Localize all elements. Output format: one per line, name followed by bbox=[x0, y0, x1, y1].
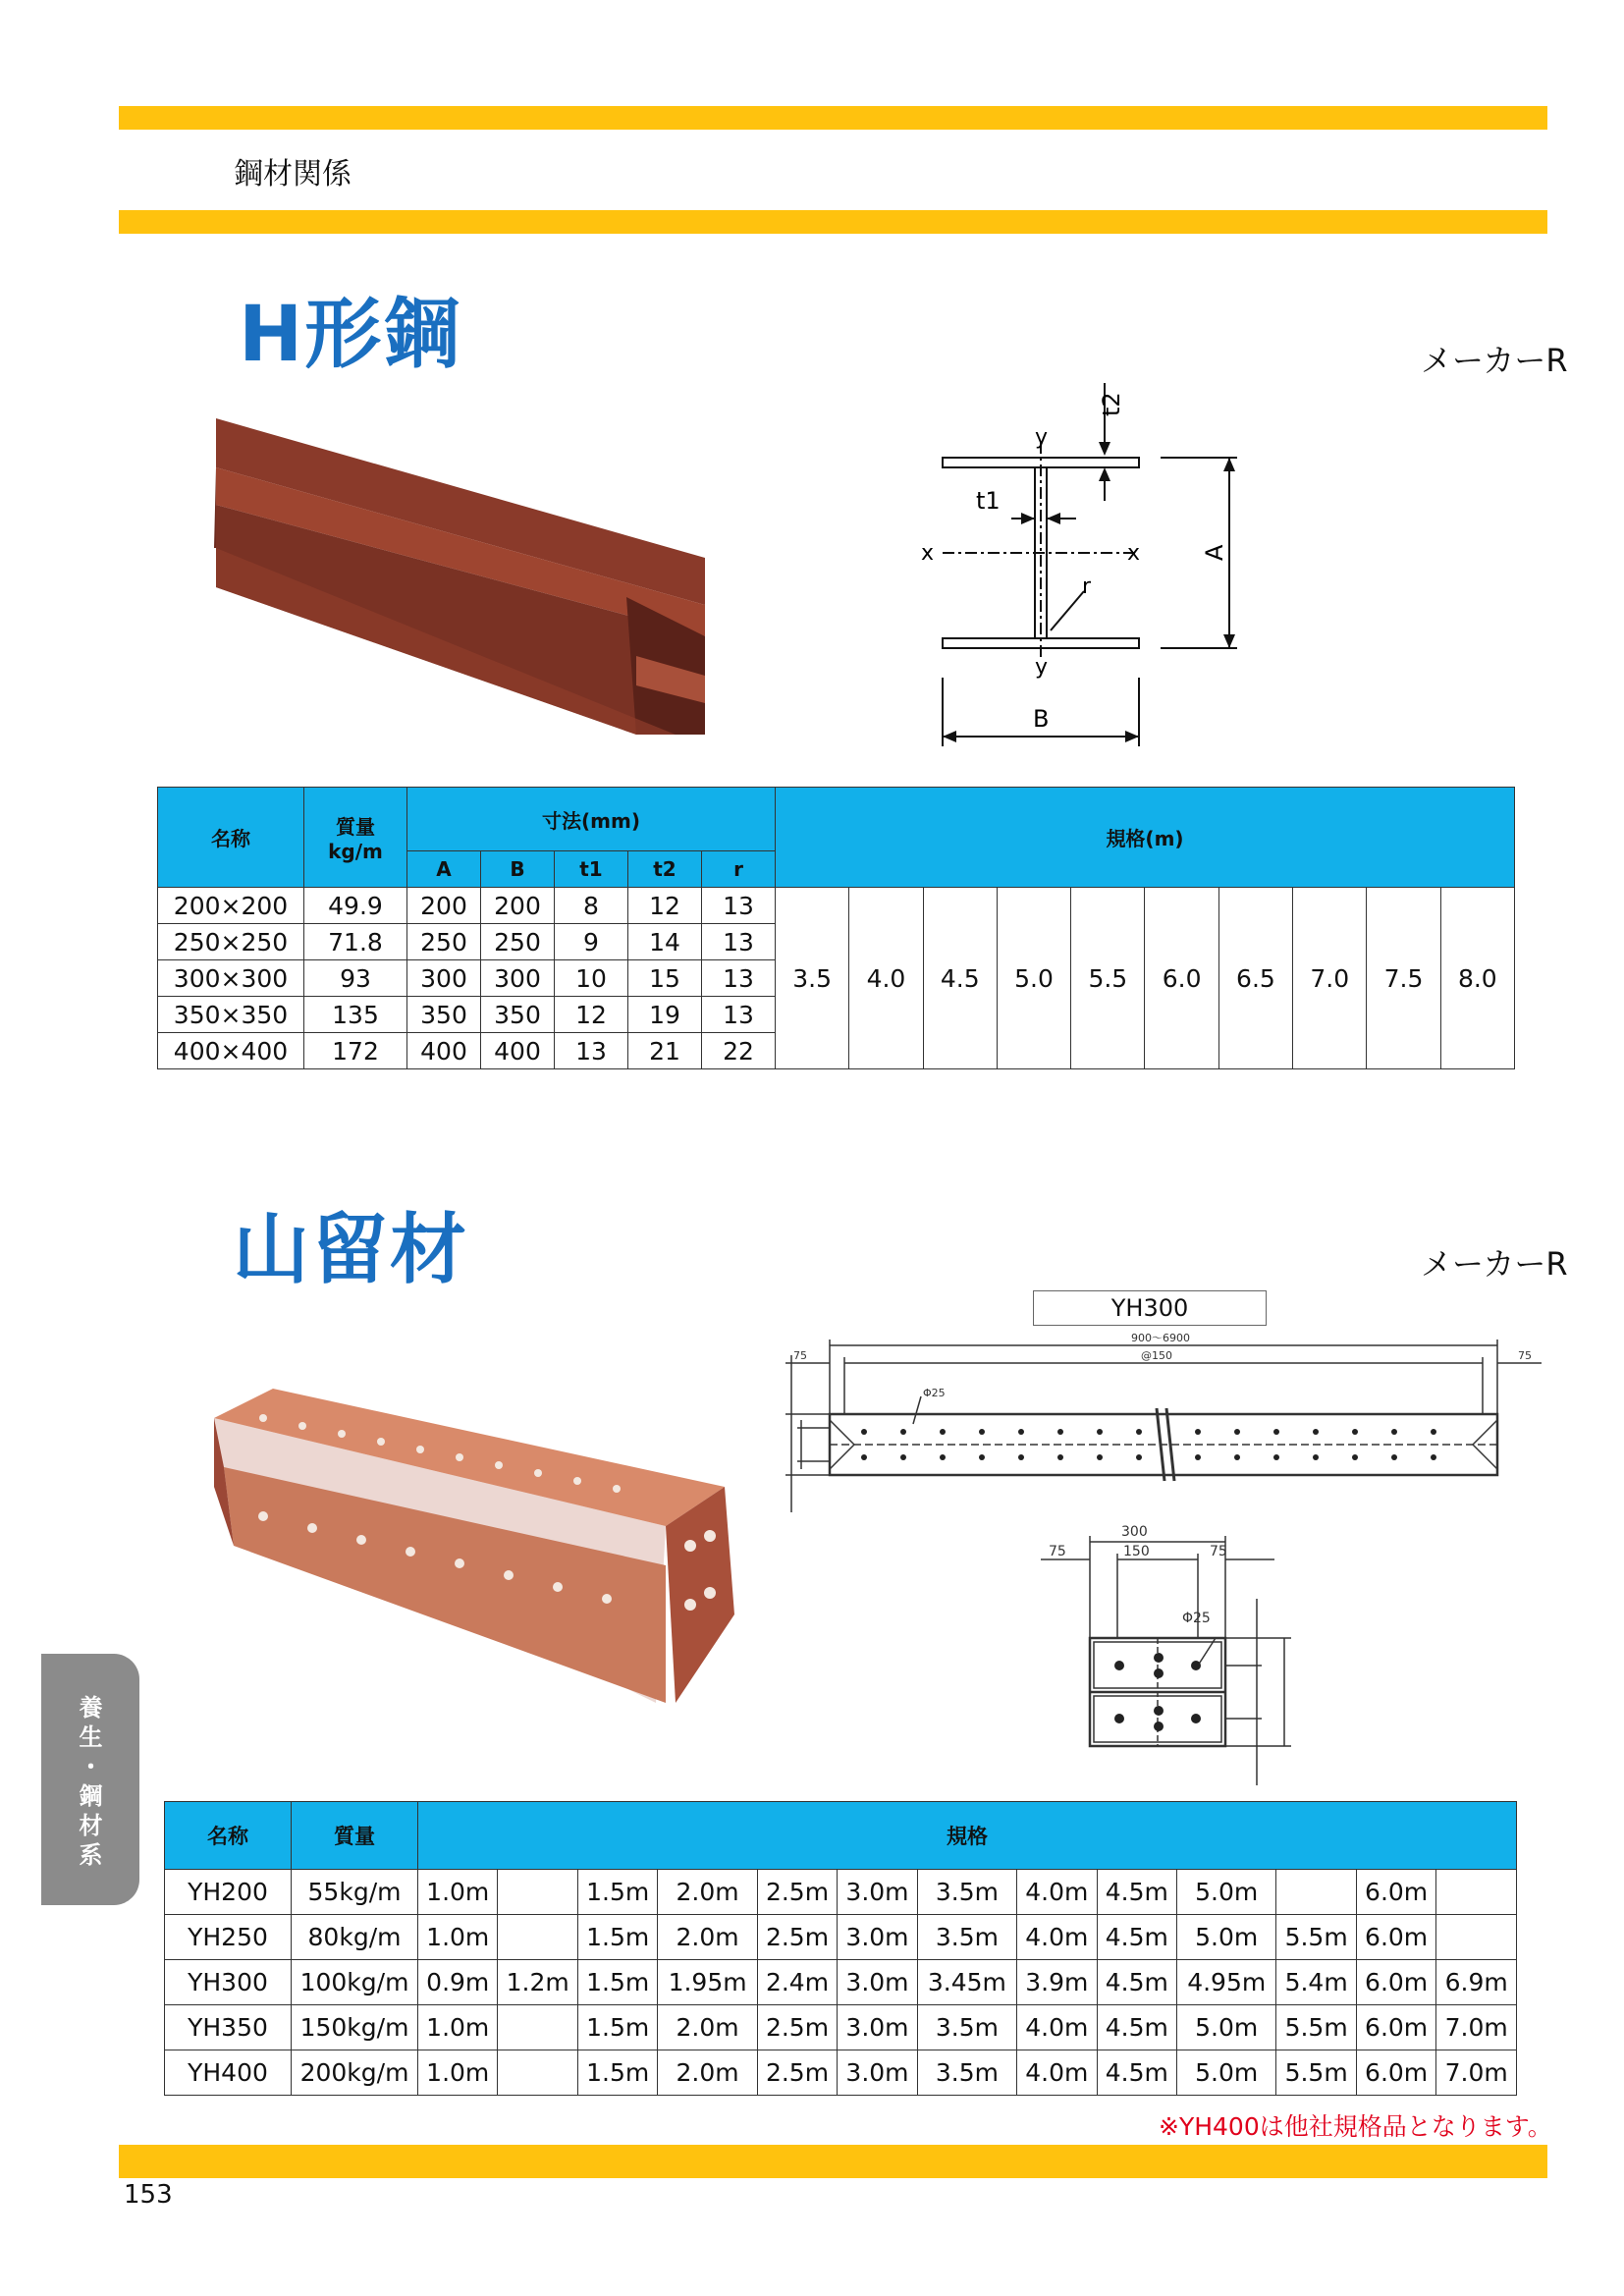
row-dim: 350 bbox=[407, 997, 481, 1033]
yh300-model-label: YH300 bbox=[1110, 1294, 1189, 1322]
length-cell: 6.0 bbox=[1145, 888, 1218, 1069]
spec-cell bbox=[498, 2050, 577, 2096]
spec-cell: 1.0m bbox=[418, 1870, 498, 1915]
diagram-label-b: B bbox=[1033, 705, 1050, 733]
spec-cell: 1.5m bbox=[577, 1915, 657, 1960]
spec-cell: 7.0m bbox=[1436, 2005, 1517, 2050]
spec-cell bbox=[1436, 1870, 1517, 1915]
diagram-label-x-left: x bbox=[921, 541, 935, 566]
row-dim: 400 bbox=[481, 1033, 555, 1069]
diagram-label-x-right: x bbox=[1127, 541, 1141, 566]
row-dim: 13 bbox=[702, 888, 776, 924]
length-cell: 7.0 bbox=[1293, 888, 1367, 1069]
row-dim: 13 bbox=[702, 960, 776, 997]
row-mass: 49.9 bbox=[304, 888, 407, 924]
spec-cell: 6.0m bbox=[1356, 2050, 1435, 2096]
row-dim: 250 bbox=[407, 924, 481, 960]
spec-cell: 2.5m bbox=[757, 1870, 837, 1915]
table-row bbox=[165, 1960, 1517, 2005]
col-mass-unit: kg/m bbox=[328, 840, 383, 863]
row-dim: 9 bbox=[555, 924, 628, 960]
spec-cell: 2.0m bbox=[658, 2005, 757, 2050]
spec-cell: 4.5m bbox=[1097, 2005, 1176, 2050]
yamadome-maker: メーカーR bbox=[1421, 1245, 1568, 1283]
row-mass: 80kg/m bbox=[292, 1915, 418, 1960]
side-tab bbox=[41, 1654, 139, 1905]
spec-cell: 5.0m bbox=[1177, 1915, 1276, 1960]
spec-cell: 1.5m bbox=[577, 2005, 657, 2050]
diagram-label-y-top: y bbox=[1035, 425, 1049, 450]
spec-cell: 3.0m bbox=[838, 1960, 917, 2005]
length-cell: 8.0 bbox=[1440, 888, 1514, 1069]
row-name: YH300 bbox=[165, 1960, 292, 2005]
table-row bbox=[165, 2005, 1517, 2050]
dim-col-t2: t2 bbox=[628, 851, 702, 888]
row-mass: 100kg/m bbox=[292, 1960, 418, 2005]
spec-cell: 3.0m bbox=[838, 2005, 917, 2050]
row-mass: 93 bbox=[304, 960, 407, 997]
row-name: YH250 bbox=[165, 1915, 292, 1960]
hbeam-table bbox=[157, 787, 1515, 1069]
spec-cell: 6.0m bbox=[1356, 1915, 1435, 1960]
spec-cell: 2.5m bbox=[757, 2005, 837, 2050]
spec-cell: 3.0m bbox=[838, 1870, 917, 1915]
row-dim: 15 bbox=[628, 960, 702, 997]
spec-cell: 1.5m bbox=[577, 2050, 657, 2096]
spec-cell bbox=[498, 1915, 577, 1960]
row-dim: 12 bbox=[628, 888, 702, 924]
row-dim: 200 bbox=[407, 888, 481, 924]
row-name: YH350 bbox=[165, 2005, 292, 2050]
spec-cell: 3.0m bbox=[838, 2050, 917, 2096]
row-dim: 19 bbox=[628, 997, 702, 1033]
side-diagram-pitch: @150 bbox=[1141, 1349, 1172, 1362]
row-name: YH400 bbox=[165, 2050, 292, 2096]
col-spec-header: 規格(m) bbox=[776, 788, 1515, 888]
yh300-section-diagram bbox=[1021, 1520, 1316, 1785]
spec-cell: 2.4m bbox=[757, 1960, 837, 2005]
spec-cell: 6.0m bbox=[1356, 1870, 1435, 1915]
length-cell: 6.5 bbox=[1218, 888, 1292, 1069]
row-dim: 13 bbox=[555, 1033, 628, 1069]
spec-cell bbox=[1436, 1915, 1517, 1960]
hbeam-photo bbox=[214, 410, 715, 744]
col-spec-header: 規格 bbox=[418, 1802, 1517, 1870]
spec-cell: 2.5m bbox=[757, 1915, 837, 1960]
row-dim: 200 bbox=[481, 888, 555, 924]
header-top-bar bbox=[119, 106, 1547, 130]
section-diagram-half: 150 bbox=[1123, 1544, 1150, 1559]
spec-cell: 7.0m bbox=[1436, 2050, 1517, 2096]
row-mass: 135 bbox=[304, 997, 407, 1033]
spec-cell: 6.0m bbox=[1356, 2005, 1435, 2050]
row-mass: 200kg/m bbox=[292, 2050, 418, 2096]
hbeam-diagram bbox=[913, 373, 1267, 756]
row-name: 350×350 bbox=[158, 997, 304, 1033]
spec-cell: 2.5m bbox=[757, 2050, 837, 2096]
spec-cell: 4.5m bbox=[1097, 1960, 1176, 2005]
table-row bbox=[158, 888, 1515, 924]
spec-cell: 2.0m bbox=[658, 1915, 757, 1960]
row-mass: 172 bbox=[304, 1033, 407, 1069]
spec-cell: 5.5m bbox=[1276, 1915, 1356, 1960]
spec-cell: 6.0m bbox=[1356, 1960, 1435, 2005]
hbeam-maker: メーカーR bbox=[1421, 342, 1568, 379]
section-diagram-hole: Φ25 bbox=[1182, 1611, 1211, 1626]
row-mass: 150kg/m bbox=[292, 2005, 418, 2050]
diagram-label-t2: t2 bbox=[1098, 392, 1125, 416]
spec-cell: 1.0m bbox=[418, 2050, 498, 2096]
row-dim: 250 bbox=[481, 924, 555, 960]
row-dim: 8 bbox=[555, 888, 628, 924]
spec-cell: 3.5m bbox=[917, 1870, 1016, 1915]
side-tab-label: 養生・鋼材系 bbox=[75, 1695, 102, 1872]
spec-cell: 1.95m bbox=[658, 1960, 757, 2005]
yh300-side-diagram bbox=[746, 1326, 1542, 1522]
spec-cell: 1.5m bbox=[577, 1960, 657, 2005]
row-dim: 350 bbox=[481, 997, 555, 1033]
spec-cell: 5.0m bbox=[1177, 2050, 1276, 2096]
dim-col-a: A bbox=[407, 851, 481, 888]
spec-cell: 1.2m bbox=[498, 1960, 577, 2005]
spec-cell bbox=[498, 1870, 577, 1915]
table-row bbox=[165, 2050, 1517, 2096]
yamadome-photo bbox=[204, 1379, 734, 1713]
spec-cell: 4.0m bbox=[1017, 2005, 1097, 2050]
col-mass-label: 質量 bbox=[336, 815, 375, 839]
spec-cell: 2.0m bbox=[658, 1870, 757, 1915]
page-number: 153 bbox=[124, 2180, 173, 2210]
row-dim: 14 bbox=[628, 924, 702, 960]
yamadome-title: 山留材 bbox=[233, 1206, 469, 1294]
row-dim: 400 bbox=[407, 1033, 481, 1069]
section-label: 鋼材関係 bbox=[234, 157, 352, 191]
spec-cell: 5.0m bbox=[1177, 1870, 1276, 1915]
spec-cell: 2.0m bbox=[658, 2050, 757, 2096]
length-cell: 5.0 bbox=[997, 888, 1070, 1069]
yamadome-header-row bbox=[165, 1802, 1517, 1870]
spec-cell: 4.95m bbox=[1177, 1960, 1276, 2005]
hbeam-title: H形鋼 bbox=[239, 291, 462, 379]
side-diagram-hole: Φ25 bbox=[923, 1387, 946, 1399]
row-name: 400×400 bbox=[158, 1033, 304, 1069]
dim-col-t1: t1 bbox=[555, 851, 628, 888]
dim-col-b: B bbox=[481, 851, 555, 888]
hbeam-header-row bbox=[158, 788, 1515, 851]
spec-cell: 4.5m bbox=[1097, 1870, 1176, 1915]
side-diagram-end-right: 75 bbox=[1518, 1349, 1532, 1362]
spec-cell: 4.5m bbox=[1097, 2050, 1176, 2096]
spec-cell: 4.0m bbox=[1017, 1915, 1097, 1960]
row-dim: 300 bbox=[481, 960, 555, 997]
yh300-model-box bbox=[1033, 1290, 1267, 1326]
length-cell: 4.0 bbox=[849, 888, 923, 1069]
spec-cell: 1.0m bbox=[418, 1915, 498, 1960]
yh400-note: ※YH400は他社規格品となります。 bbox=[1159, 2112, 1552, 2141]
spec-cell: 5.4m bbox=[1276, 1960, 1356, 2005]
col-mass-header bbox=[304, 788, 407, 888]
diagram-label-t1: t1 bbox=[976, 487, 1001, 515]
length-cell: 7.5 bbox=[1367, 888, 1440, 1069]
col-name-header: 名称 bbox=[165, 1802, 292, 1870]
row-dim: 21 bbox=[628, 1033, 702, 1069]
spec-cell: 3.45m bbox=[917, 1960, 1016, 2005]
length-cell: 3.5 bbox=[776, 888, 849, 1069]
row-dim: 22 bbox=[702, 1033, 776, 1069]
spec-cell: 6.9m bbox=[1436, 1960, 1517, 2005]
diagram-label-r: r bbox=[1082, 574, 1092, 599]
spec-cell: 4.0m bbox=[1017, 2050, 1097, 2096]
col-dims-header: 寸法(mm) bbox=[407, 788, 776, 851]
spec-cell: 4.5m bbox=[1097, 1915, 1176, 1960]
row-dim: 13 bbox=[702, 924, 776, 960]
spec-cell: 3.9m bbox=[1017, 1960, 1097, 2005]
diagram-label-y-bottom: y bbox=[1035, 655, 1049, 680]
spec-cell: 5.5m bbox=[1276, 2050, 1356, 2096]
length-cell: 5.5 bbox=[1071, 888, 1145, 1069]
side-diagram-end-left: 75 bbox=[793, 1349, 807, 1362]
spec-cell: 1.0m bbox=[418, 2005, 498, 2050]
yamadome-table bbox=[164, 1801, 1517, 2096]
section-diagram-width: 300 bbox=[1121, 1524, 1148, 1540]
row-mass: 71.8 bbox=[304, 924, 407, 960]
spec-cell: 0.9m bbox=[418, 1960, 498, 2005]
table-row bbox=[165, 1870, 1517, 1915]
spec-cell bbox=[498, 2005, 577, 2050]
side-diagram-range: 900～6900 bbox=[1131, 1332, 1190, 1344]
footer-bar bbox=[119, 2145, 1547, 2178]
spec-cell: 5.5m bbox=[1276, 2005, 1356, 2050]
col-mass-header: 質量 bbox=[292, 1802, 418, 1870]
row-name: YH200 bbox=[165, 1870, 292, 1915]
spec-cell: 3.5m bbox=[917, 2050, 1016, 2096]
table-row bbox=[165, 1915, 1517, 1960]
row-name: 250×250 bbox=[158, 924, 304, 960]
spec-cell: 4.0m bbox=[1017, 1870, 1097, 1915]
row-dim: 13 bbox=[702, 997, 776, 1033]
spec-cell: 3.5m bbox=[917, 1915, 1016, 1960]
row-name: 200×200 bbox=[158, 888, 304, 924]
diagram-label-a: A bbox=[1201, 544, 1228, 561]
length-cell: 4.5 bbox=[923, 888, 997, 1069]
row-mass: 55kg/m bbox=[292, 1870, 418, 1915]
row-dim: 12 bbox=[555, 997, 628, 1033]
spec-cell: 3.5m bbox=[917, 2005, 1016, 2050]
section-diagram-end-left: 75 bbox=[1049, 1544, 1066, 1559]
row-dim: 300 bbox=[407, 960, 481, 997]
spec-cell bbox=[1276, 1870, 1356, 1915]
dim-col-r: r bbox=[702, 851, 776, 888]
header-bottom-bar bbox=[119, 210, 1547, 234]
spec-cell: 1.5m bbox=[577, 1870, 657, 1915]
row-name: 300×300 bbox=[158, 960, 304, 997]
row-dim: 10 bbox=[555, 960, 628, 997]
spec-cell: 5.0m bbox=[1177, 2005, 1276, 2050]
col-name-header: 名称 bbox=[158, 788, 304, 888]
section-diagram-end-right: 75 bbox=[1210, 1544, 1227, 1559]
spec-cell: 3.0m bbox=[838, 1915, 917, 1960]
